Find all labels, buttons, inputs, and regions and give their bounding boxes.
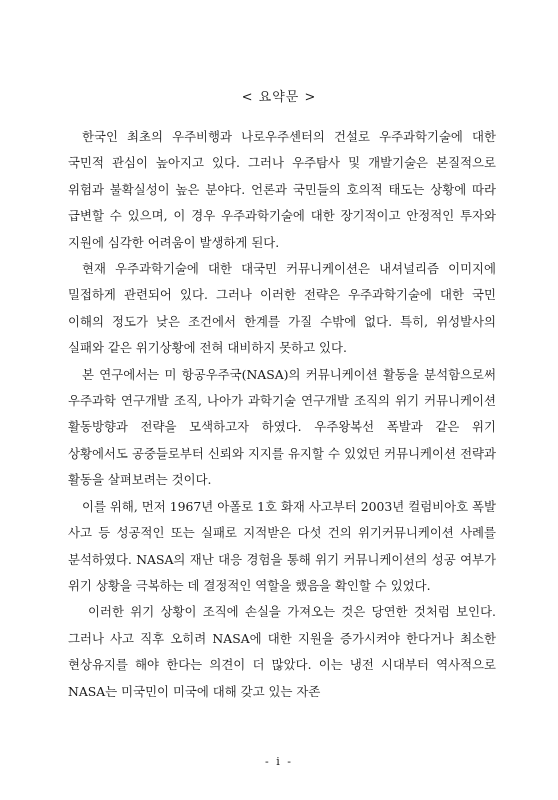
paragraph-4: 이를 위해, 먼저 1967년 아폴로 1호 화재 사고부터 2003년 컬럼비아호 폭발 사고 등 성공적인 또는 실패로 지적받은 다섯 건의 위기커뮤니케이션 사례를 분석하였다. NASA의 재난 대응 경험을 통해 위기 커뮤니케이션의 성공 여부가 위기 상황을 극복하는 데 결정적인 역할을 했음을 확인할 수 있었다. bbox=[68, 498, 496, 593]
summary-body bbox=[68, 124, 496, 705]
paragraph-1: 한국인 최초의 우주비행과 나로우주센터의 건설로 우주과학기술에 대한 국민적 관심이 높아지고 있다. 그러나 우주탐사 및 개발기술은 본질적으로 위험과 불확실성이 높은 분야다. 언론과 국민들의 호의적 태도는 상황에 따라 급변할 수 있으며, 이 경우 우주과학기술에 대한 장기적이고 안정적인 투자와 지원에 심각한 어려움이 발생하게 된다. bbox=[68, 129, 496, 250]
paragraph-5: 이러한 위기 상황이 조직에 손실을 가져오는 것은 당연한 것처럼 보인다. 그러나 사고 직후 오히려 NASA에 대한 지원을 증가시켜야 한다거나 최소한 현상유지를 해야 한다는 의견이 더 많았다. 이는 냉전 시대부터 역사적으로 NASA는 미국민이 미국에 대해 갖고 있는 자존 bbox=[68, 604, 496, 699]
paragraph-2: 현재 우주과학기술에 대한 대국민 커뮤니케이션은 내셔널리즘 이미지에 밀접하게 관련되어 있다. 그러나 이러한 전략은 우주과학기술에 대한 국민 이해의 정도가 낮은 조건에서 한계를 가질 수밖에 없다. 특히, 위성발사의 실패와 같은 위기상황에 전혀 대비하지 못하고 있다. bbox=[68, 261, 496, 356]
paragraph-3: 본 연구에서는 미 항공우주국(NASA)의 커뮤니케이션 활동을 분석함으로써 우주과학 연구개발 조직, 나아가 과학기술 연구개발 조직의 위기 커뮤니케이션 활동방향과 전략을 모색하고자 하였다. 우주왕복선 폭발과 같은 위기 상황에서도 공중들로부터 신뢰와 지지를 유지할 수 있었던 커뮤니케이션 전략과 활동을 살펴보려는 것이다. bbox=[68, 366, 496, 488]
summary-title: < 요약문 > bbox=[241, 90, 317, 105]
page-number: - i - bbox=[265, 755, 293, 768]
